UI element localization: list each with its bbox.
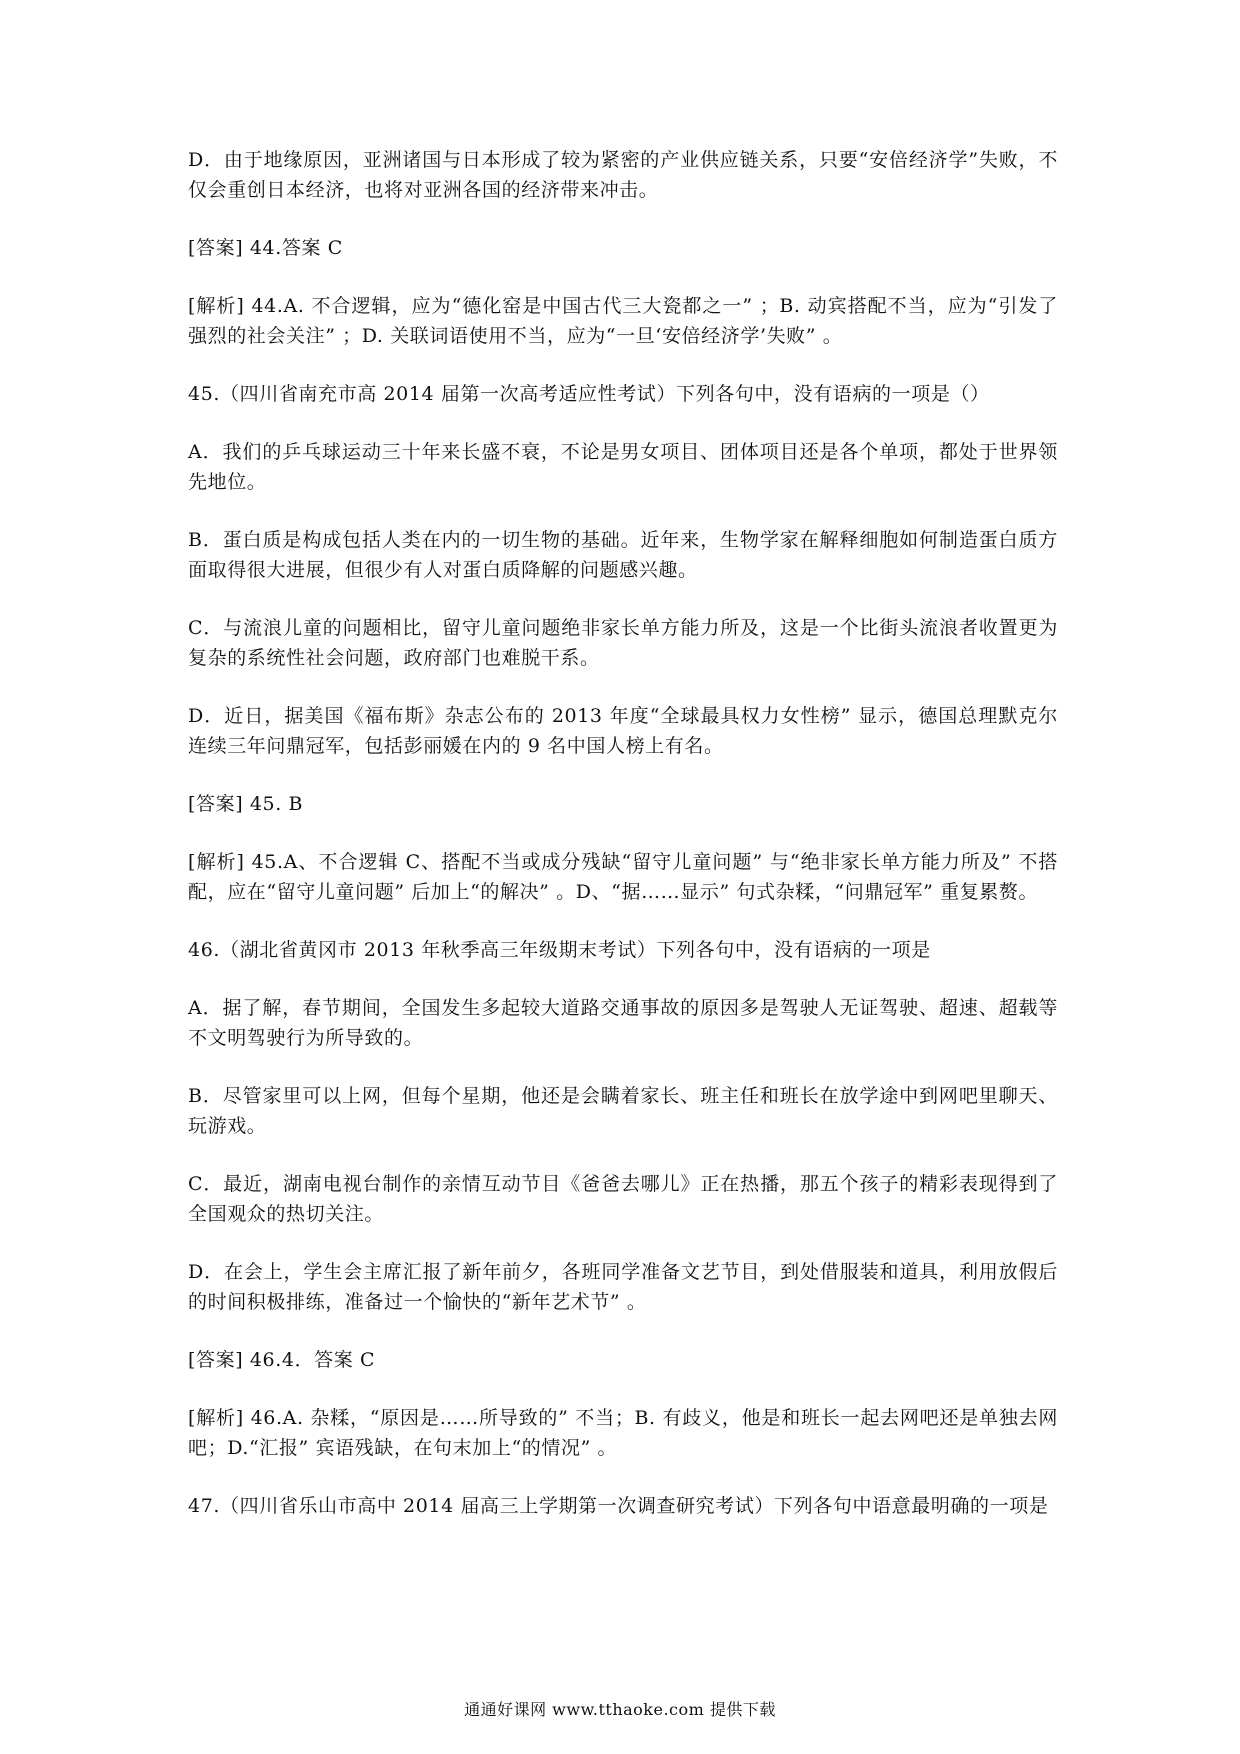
question-45-option-b: B．蛋白质是构成包括人类在内的一切生物的基础。近年来，生物学家在解释细胞如何制造蛋白质方面取得很大进展，但很少有人对蛋白质降解的问题感兴趣。	[188, 529, 1058, 581]
question-47: 47.（四川省乐山市高中 2014 届高三上学期第一次调查研究考试）下列各句中语意最明确的一项是	[188, 1495, 1049, 1517]
paragraph-44-option-d: D．由于地缘原因，亚洲诸国与日本形成了较为紧密的产业供应链关系，只要“安倍经济学”失败，不仅会重创日本经济，也将对亚洲各国的经济带来冲击。	[188, 149, 1058, 201]
document-body	[188, 145, 1058, 1549]
page-footer: 通通好课网 www.tthaoke.com 提供下载	[464, 1700, 776, 1719]
analysis-44: [解析] 44.A. 不合逻辑，应为“德化窑是中国古代三大瓷都之一” ；B. 动宾搭配不当，应为“引发了强烈的社会关注” ；D. 关联词语使用不当，应为“一旦‘安倍经济学’失败” 。	[188, 295, 1058, 347]
answer-46: [答案] 46.4．答案 C	[188, 1349, 376, 1371]
analysis-45: [解析] 45.A、不合逻辑 C、搭配不当或成分残缺“留守儿童问题” 与“绝非家长单方能力所及” 不搭配，应在“留守儿童问题” 后加上“的解决” 。D、“据……显示” 句式杂糅，“问鼎冠军” 重复累赘。	[188, 851, 1058, 903]
question-46: 46.（湖北省黄冈市 2013 年秋季高三年级期末考试）下列各句中，没有语病的一项是	[188, 939, 931, 961]
question-45-option-a: A．我们的乒乓球运动三十年来长盛不衰，不论是男女项目、团体项目还是各个单项，都处于世界领先地位。	[188, 441, 1058, 493]
question-45-option-d: D．近日，据美国《福布斯》杂志公布的 2013 年度“全球最具权力女性榜” 显示，德国总理默克尔连续三年问鼎冠军，包括彭丽媛在内的 9 名中国人榜上有名。	[188, 705, 1058, 757]
question-46-option-d: D．在会上，学生会主席汇报了新年前夕，各班同学准备文艺节目，到处借服装和道具，利用放假后的时间积极排练，准备过一个愉快的“新年艺术节” 。	[188, 1261, 1058, 1313]
question-46-option-c: C．最近，湖南电视台制作的亲情互动节目《爸爸去哪儿》正在热播，那五个孩子的精彩表现得到了全国观众的热切关注。	[188, 1173, 1058, 1225]
question-45: 45.（四川省南充市高 2014 届第一次高考适应性考试）下列各句中，没有语病的一项是（）	[188, 383, 990, 405]
question-45-option-c: C．与流浪儿童的问题相比，留守儿童问题绝非家长单方能力所及，这是一个比街头流浪者收置更为复杂的系统性社会问题，政府部门也难脱干系。	[188, 617, 1058, 669]
answer-44: [答案] 44.答案 C	[188, 237, 343, 259]
question-46-option-b: B．尽管家里可以上网，但每个星期，他还是会瞒着家长、班主任和班长在放学途中到网吧里聊天、玩游戏。	[188, 1085, 1058, 1137]
analysis-46: [解析] 46.A. 杂糅，“原因是……所导致的” 不当；B. 有歧义，他是和班长一起去网吧还是单独去网吧；D.“汇报” 宾语残缺，在句末加上“的情况” 。	[188, 1407, 1058, 1459]
answer-45: [答案] 45. B	[188, 793, 304, 815]
question-46-option-a: A．据了解，春节期间，全国发生多起较大道路交通事故的原因多是驾驶人无证驾驶、超速、超载等不文明驾驶行为所导致的。	[188, 997, 1058, 1049]
